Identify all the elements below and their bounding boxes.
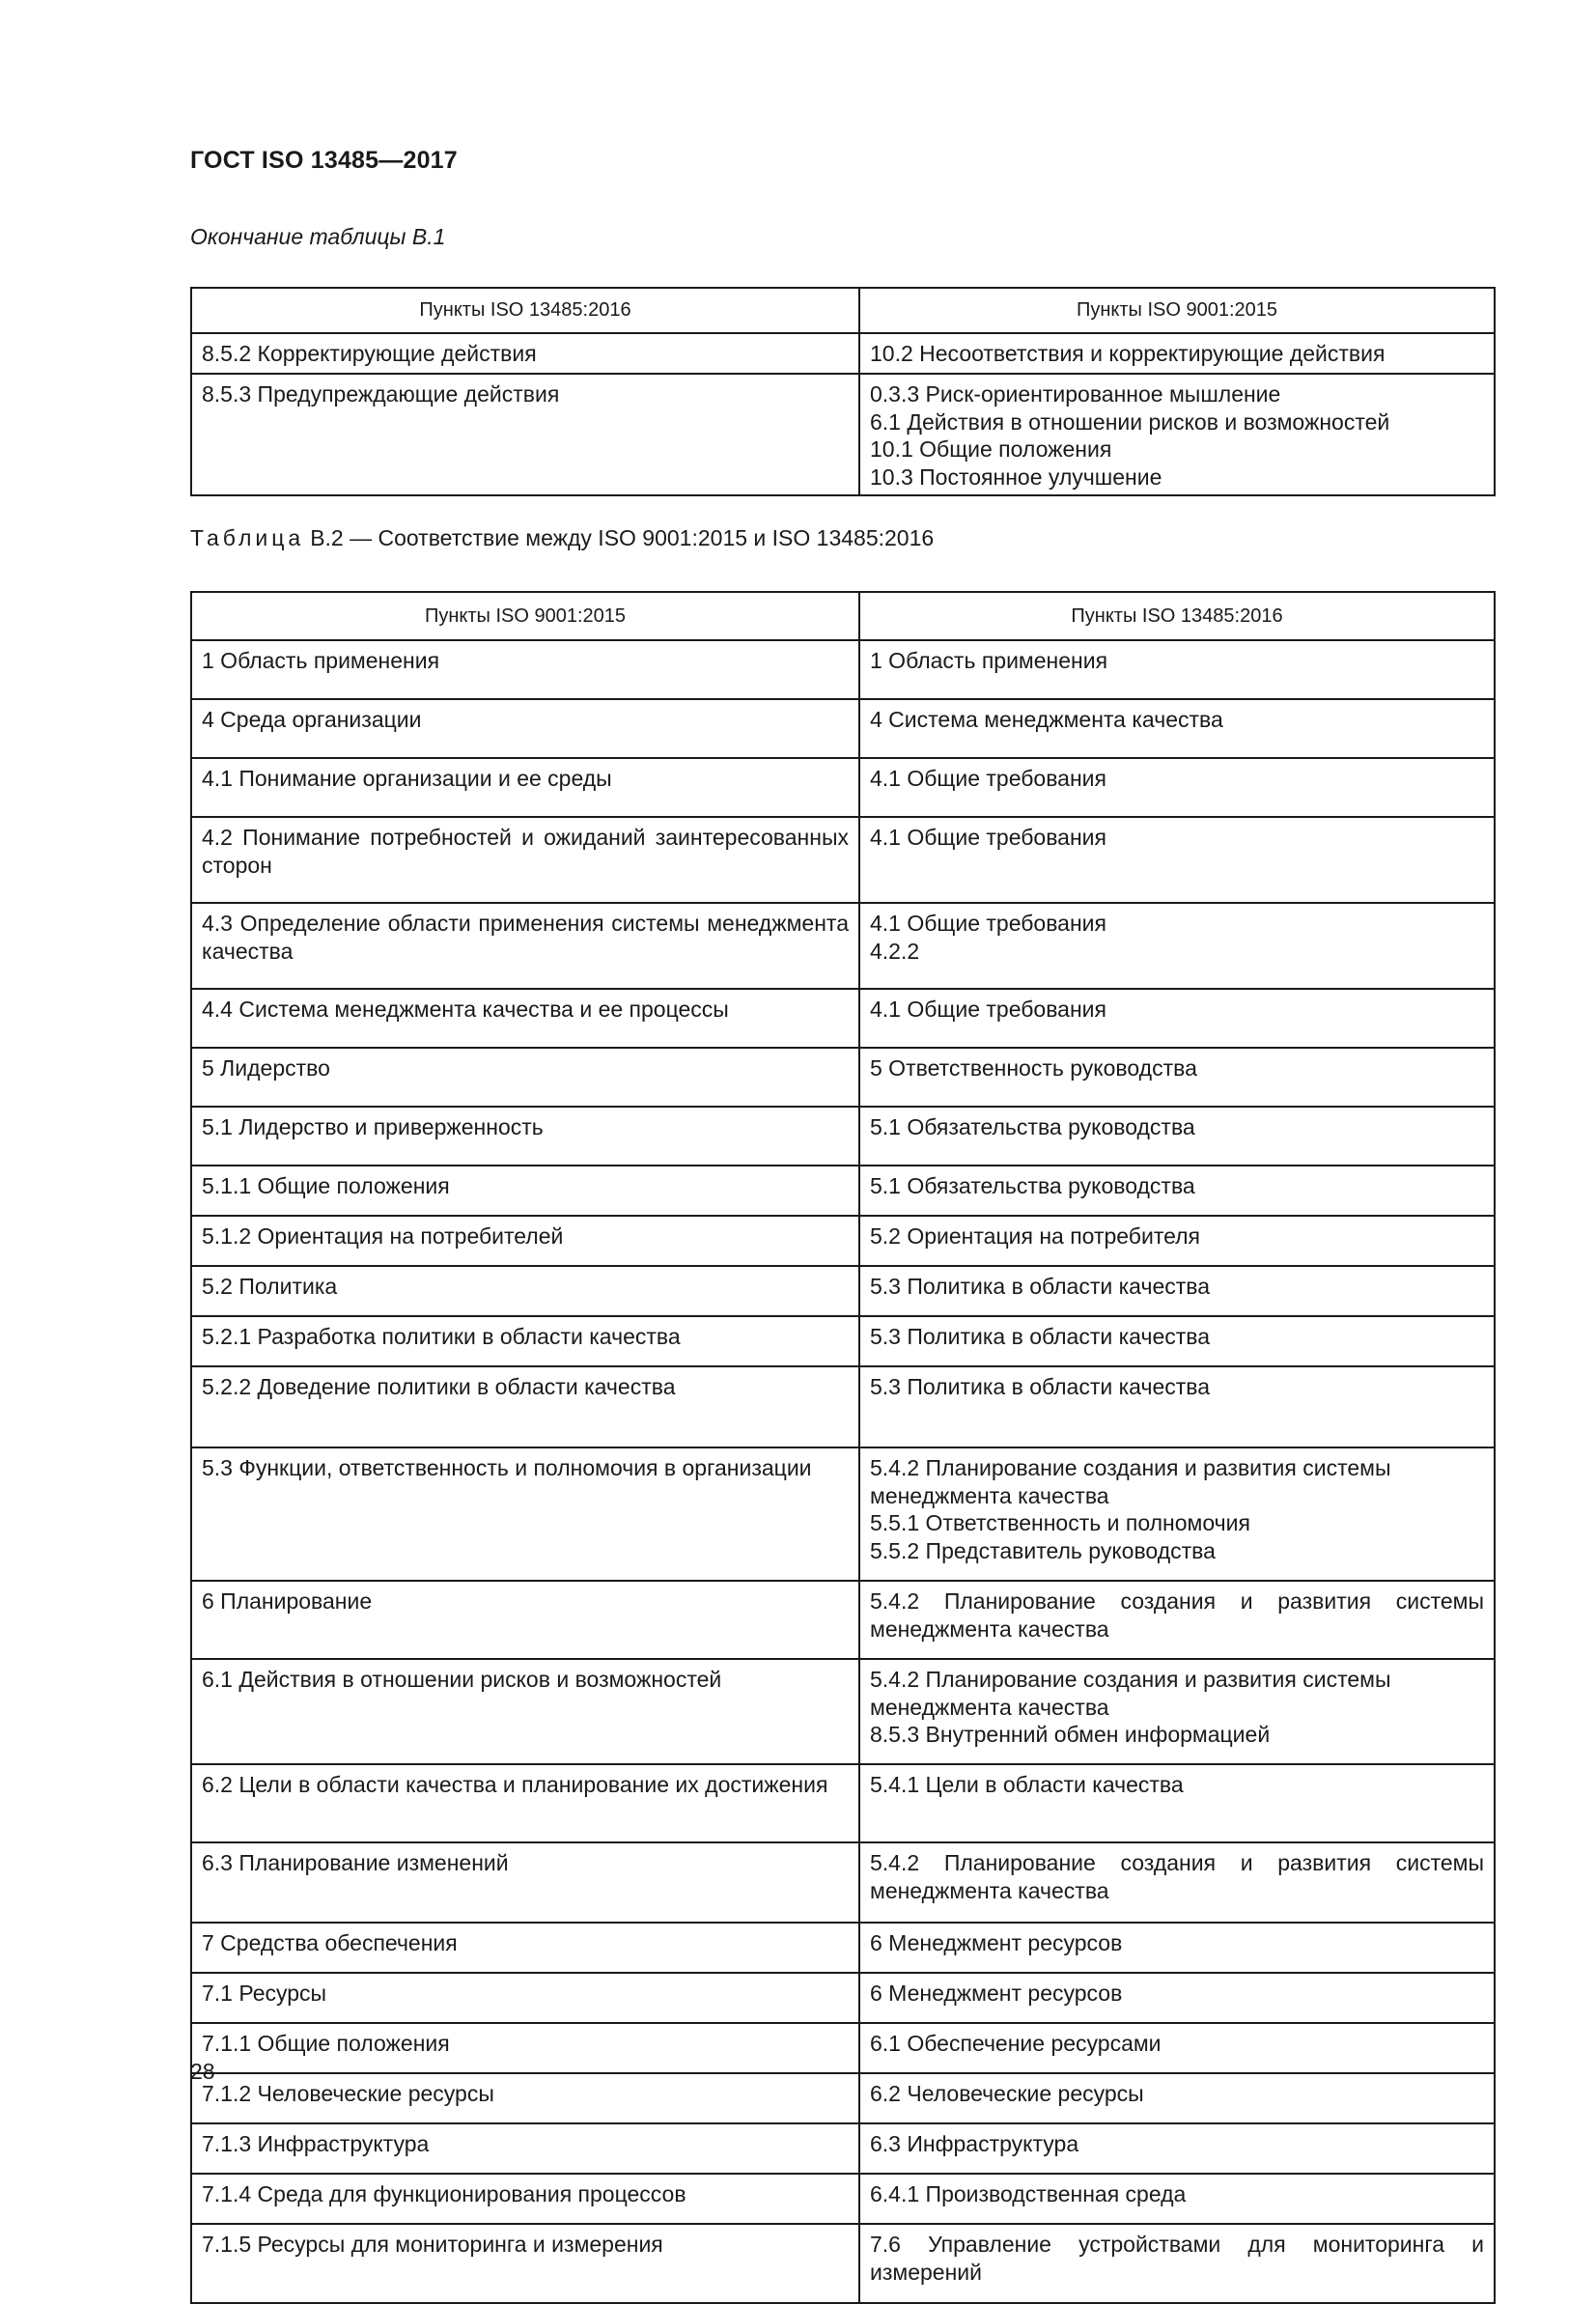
table-cell: [859, 2023, 1495, 2073]
cell-line: 5.4.2 Планирование создания и развития системы менеджмента качества: [870, 1455, 1391, 1508]
table-row: [191, 1166, 1495, 1216]
table-cell: [191, 1447, 859, 1581]
cell-line: 4 Среда организации: [202, 707, 422, 732]
table-cell: [191, 2023, 859, 2073]
cell-line: 5.3 Политика в области качества: [870, 1374, 1211, 1399]
table-b1: [190, 287, 1496, 496]
table-cell: [859, 1366, 1495, 1447]
table-cell: [859, 1659, 1495, 1764]
cell-line: 5.1 Обязательства руководства: [870, 1173, 1195, 1198]
table-row: [191, 2073, 1495, 2123]
table-cell: [191, 640, 859, 699]
cell-line: 5.3 Функции, ответственность и полномочия в организации: [202, 1455, 812, 1480]
cell-line: 7.1 Ресурсы: [202, 1981, 327, 2006]
page-number: 28: [190, 2059, 215, 2084]
table-row: [191, 2224, 1495, 2303]
table-b1-continuation-label: Окончание таблицы В.1: [190, 224, 446, 249]
table-cell: [859, 758, 1495, 817]
cell-line: 4.1 Общие требования: [870, 766, 1106, 791]
table-cell: [859, 640, 1495, 699]
table-row: [191, 2123, 1495, 2174]
table-cell: [859, 1581, 1495, 1659]
table-cell: [191, 1842, 859, 1923]
table-row: [191, 1923, 1495, 1973]
table-cell: [859, 374, 1495, 495]
cell-line: 6.3 Инфраструктура: [870, 2131, 1079, 2156]
cell-line: 4.3 Определение области применения системы менеджмента качества: [202, 911, 849, 964]
cell-line: 5.4.2 Планирование создания и развития системы менеджмента качества: [870, 1588, 1484, 1642]
table-row: [191, 333, 1495, 374]
table-cell: [859, 333, 1495, 374]
table-row: [191, 1266, 1495, 1316]
cell-line: 10.1 Общие положения: [870, 436, 1112, 462]
cell-line: 4.1 Общие требования: [870, 825, 1106, 850]
cell-line: 1 Область применения: [870, 648, 1108, 673]
cell-line: 6.1 Действия в отношении рисков и возможностей: [870, 408, 1390, 435]
table-row: [191, 2023, 1495, 2073]
cell-line: 6.1 Действия в отношении рисков и возможностей: [202, 1667, 722, 1692]
table-cell: [859, 1447, 1495, 1581]
cell-line: 1 Область применения: [202, 648, 440, 673]
table-cell: [191, 1216, 859, 1266]
table-row: [191, 1107, 1495, 1166]
table-cell: [859, 2123, 1495, 2174]
table-row: [191, 2174, 1495, 2224]
table-cell: [859, 1842, 1495, 1923]
cell-line: 4.1 Понимание организации и ее среды: [202, 766, 612, 791]
table-cell: [859, 989, 1495, 1048]
table-b2: [190, 591, 1496, 2304]
cell-line: 4.2.2: [870, 938, 920, 964]
table-cell: [859, 1923, 1495, 1973]
table-row: [191, 903, 1495, 989]
cell-line: 6 Менеджмент ресурсов: [870, 1930, 1123, 1955]
table-cell: [859, 1266, 1495, 1316]
table-cell: [191, 2174, 859, 2224]
table-row: [191, 817, 1495, 903]
column-header: Пункты ISO 13485:2016: [859, 592, 1495, 640]
table-cell: [191, 989, 859, 1048]
cell-line: 5.1.1 Общие положения: [202, 1173, 450, 1198]
document-header: ГОСТ ISO 13485—2017: [190, 147, 458, 174]
cell-line: 7.1.1 Общие положения: [202, 2031, 450, 2056]
cell-line: 6.3 Планирование изменений: [202, 1850, 509, 1875]
cell-line: 7.1.2 Человеческие ресурсы: [202, 2081, 494, 2106]
table-cell: [191, 2123, 859, 2174]
cell-line: 7 Средства обеспечения: [202, 1930, 458, 1955]
table-cell: [191, 1366, 859, 1447]
table-cell: [191, 2224, 859, 2303]
cell-line: 5.4.1 Цели в области качества: [870, 1772, 1184, 1797]
table-cell: [191, 1166, 859, 1216]
cell-line: 5.1.2 Ориентация на потребителей: [202, 1223, 564, 1249]
table-cell: [191, 1973, 859, 2023]
table-cell: [191, 1107, 859, 1166]
cell-line: 5.2 Ориентация на потребителя: [870, 1223, 1201, 1249]
cell-line: 5.2.1 Разработка политики в области качества: [202, 1324, 681, 1349]
cell-line: 6.4.1 Производственная среда: [870, 2181, 1187, 2206]
cell-line: 6 Планирование: [202, 1588, 373, 1614]
cell-line: 6.2 Цели в области качества и планирование их достижения: [202, 1772, 828, 1797]
cell-line: 5.4.2 Планирование создания и развития системы менеджмента качества: [870, 1850, 1484, 1903]
table-row: [191, 1048, 1495, 1107]
table-cell: [191, 1659, 859, 1764]
table-cell: [191, 1764, 859, 1842]
table-header-row: [191, 288, 1495, 333]
cell-line: 5.1 Лидерство и приверженность: [202, 1114, 544, 1139]
table-cell: [859, 1048, 1495, 1107]
cell-line: 6 Менеджмент ресурсов: [870, 1981, 1123, 2006]
cell-line: 5.5.2 Представитель руководства: [870, 1537, 1216, 1563]
cell-line: 8.5.2 Корректирующие действия: [202, 341, 537, 366]
table-row: [191, 1659, 1495, 1764]
table-cell: [859, 1316, 1495, 1366]
table-row: [191, 989, 1495, 1048]
table-row: [191, 1216, 1495, 1266]
table-cell: [191, 2073, 859, 2123]
table-row: [191, 699, 1495, 758]
table-caption-text: В.2 — Соответствие между ISO 9001:2015 и ISO 13485:2016: [310, 525, 935, 550]
cell-line: 5 Ответственность руководства: [870, 1055, 1197, 1081]
cell-line: 5.1 Обязательства руководства: [870, 1114, 1195, 1139]
table-cell: [859, 1107, 1495, 1166]
cell-line: 5.5.1 Ответственность и полномочия: [870, 1510, 1250, 1535]
cell-line: 7.6 Управление устройствами для мониторинга и измерений: [870, 2232, 1484, 2285]
cell-line: 6.1 Обеспечение ресурсами: [870, 2031, 1162, 2056]
table-cell: [859, 817, 1495, 903]
cell-line: 4.2 Понимание потребностей и ожиданий заинтересованных сторон: [202, 825, 849, 878]
table-cell: [191, 1923, 859, 1973]
table-cell: [191, 699, 859, 758]
cell-line: 4 Система менеджмента качества: [870, 707, 1223, 732]
table-cell: [859, 1973, 1495, 2023]
table-row: [191, 1366, 1495, 1447]
table-b2-caption: [190, 525, 934, 551]
table-cell: [859, 1764, 1495, 1842]
table-row: [191, 374, 1495, 495]
cell-line: 5.2 Политика: [202, 1274, 338, 1299]
cell-line: 6.2 Человеческие ресурсы: [870, 2081, 1144, 2106]
cell-line: 4.4 Система менеджмента качества и ее процессы: [202, 997, 729, 1022]
table-header-row: [191, 592, 1495, 640]
table-row: [191, 758, 1495, 817]
table-row: [191, 1447, 1495, 1581]
table-row: [191, 1581, 1495, 1659]
table-row: [191, 1973, 1495, 2023]
table-cell: [191, 1581, 859, 1659]
cell-line: 7.1.5 Ресурсы для мониторинга и измерения: [202, 2232, 663, 2257]
table-cell: [191, 1316, 859, 1366]
table-row: [191, 1316, 1495, 1366]
column-header: Пункты ISO 9001:2015: [859, 288, 1495, 333]
table-cell: [191, 817, 859, 903]
table-cell: [859, 903, 1495, 989]
table-cell: [191, 1048, 859, 1107]
table-row: [191, 1842, 1495, 1923]
table-cell: [859, 1166, 1495, 1216]
table-caption-prefix: Таблица: [190, 525, 305, 550]
cell-line: 7.1.4 Среда для функционирования процессов: [202, 2181, 686, 2206]
table-row: [191, 1764, 1495, 1842]
table-cell: [191, 1266, 859, 1316]
table-cell: [191, 333, 859, 374]
cell-line: 8.5.3 Предупреждающие действия: [202, 381, 560, 407]
column-header: Пункты ISO 9001:2015: [191, 592, 859, 640]
cell-line: 5.3 Политика в области качества: [870, 1324, 1211, 1349]
cell-line: 8.5.3 Внутренний обмен информацией: [870, 1722, 1271, 1747]
table-cell: [191, 903, 859, 989]
cell-line: 5.3 Политика в области качества: [870, 1274, 1211, 1299]
cell-line: 10.2 Несоответствия и корректирующие действия: [870, 341, 1386, 366]
table-cell: [859, 2174, 1495, 2224]
table-cell: [859, 1216, 1495, 1266]
cell-line: 4.1 Общие требования: [870, 997, 1106, 1022]
cell-line: 5 Лидерство: [202, 1055, 330, 1081]
cell-line: 0.3.3 Риск-ориентированное мышление: [870, 381, 1281, 407]
cell-line: 5.2.2 Доведение политики в области качества: [202, 1374, 676, 1399]
table-row: [191, 640, 1495, 699]
table-cell: [191, 758, 859, 817]
table-cell: [859, 2073, 1495, 2123]
table-b2-body: [191, 640, 1495, 2303]
cell-line: 5.4.2 Планирование создания и развития системы менеджмента качества: [870, 1667, 1391, 1720]
column-header: Пункты ISO 13485:2016: [191, 288, 859, 333]
cell-line: 4.1 Общие требования: [870, 911, 1106, 936]
table-cell: [191, 374, 859, 495]
cell-line: 10.3 Постоянное улучшение: [870, 464, 1162, 490]
cell-line: 7.1.3 Инфраструктура: [202, 2131, 430, 2156]
table-cell: [859, 699, 1495, 758]
table-cell: [859, 2224, 1495, 2303]
